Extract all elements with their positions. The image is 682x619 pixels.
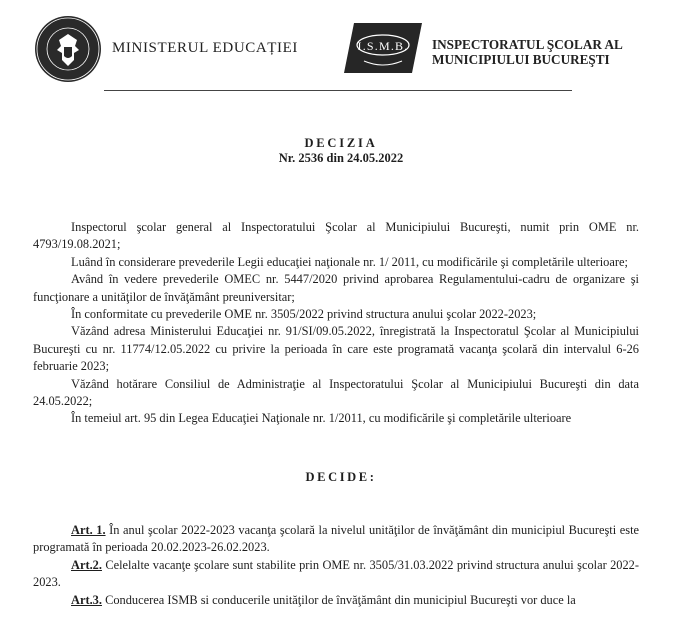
article-text: Conducerea ISMB si conducerile unităţilor de învăţământ din municipiul Bucureşti vor duce la <box>101 592 576 607</box>
ismb-logo-text: I.S.M.B. <box>357 39 409 53</box>
preamble-paragraph: Văzând hotărare Consiliul de Administraţie al Inspectoratului Şcolar al Municipiului Bucureşti din data 24.05.2022; <box>33 376 639 409</box>
inspectorate-line-1: INSPECTORATUL ŞCOLAR AL <box>432 37 623 52</box>
inspectorate-name <box>432 37 623 67</box>
government-seal-icon <box>33 14 103 84</box>
header-rule <box>104 90 572 91</box>
decides-heading: DECIDE: <box>305 470 377 484</box>
preamble-paragraph: Luând în considerare prevederile Legii educaţiei naţionale nr. 1/ 2011, cu modificările şi completările ulterioare; <box>71 254 628 269</box>
preamble-paragraph: În temeiul art. 95 din Legea Educaţiei Naţionale nr. 1/2011, cu modificările şi completările ulterioare <box>71 411 572 426</box>
article-3 <box>33 592 639 609</box>
preamble-paragraph: Văzând adresa Ministerului Educaţiei nr. 91/SI/09.05.2022, înregistrată la Inspectoratul Şcolar al Municipiului Bucureşti cu nr. 11774/12.05.2022 cu privire la perioada în care este programată vacanţa şcolară din intervalul 6-26 februarie 2023; <box>33 324 639 374</box>
articles <box>33 522 639 609</box>
article-2 <box>33 557 639 592</box>
preamble-paragraph: Inspectorul şcolar general al Inspectoratului Şcolar al Municipiului Bucureşti, numit prin OME nr. 4793/19.08.2021; <box>33 220 639 252</box>
letterhead <box>0 0 682 100</box>
ministry-name: MINISTERUL EDUCAȚIEI <box>112 40 299 56</box>
article-1 <box>33 522 639 557</box>
preamble-paragraph: În conformitate cu prevederile OME nr. 3505/2022 privind structura anului şcolar 2022-2023; <box>71 307 537 322</box>
article-text: Celelalte vacanţe şcolare sunt stabilite prin OME nr. 3505/31.03.2022 privind structura anului şcolar 2022-2023. <box>33 557 639 590</box>
decision-title: DECIZIA <box>304 136 378 150</box>
decision-number: Nr. 2536 din 24.05.2022 <box>278 151 404 165</box>
article-label: Art.2. <box>71 557 102 572</box>
article-label: Art. 1. <box>71 523 106 537</box>
preamble <box>33 219 639 428</box>
ismb-logo-icon <box>342 21 422 75</box>
preamble-paragraph: Având în vedere prevederile OMEC nr. 5447/2020 privind aprobarea Regulamentului-cadru de organizare şi funcţionare a unităţilor de învăţământ preuniversitar; <box>33 272 639 304</box>
article-label: Art.3. <box>71 592 102 607</box>
inspectorate-line-2: MUNICIPIULUI BUCUREŞTI <box>432 52 610 67</box>
article-text: În anul şcolar 2022-2023 vacanţa şcolară la nivelul unităţilor de învăţământ din municipiul Bucureşti este programată în perioada 20.02.2023-26.02.2023. <box>33 523 640 555</box>
